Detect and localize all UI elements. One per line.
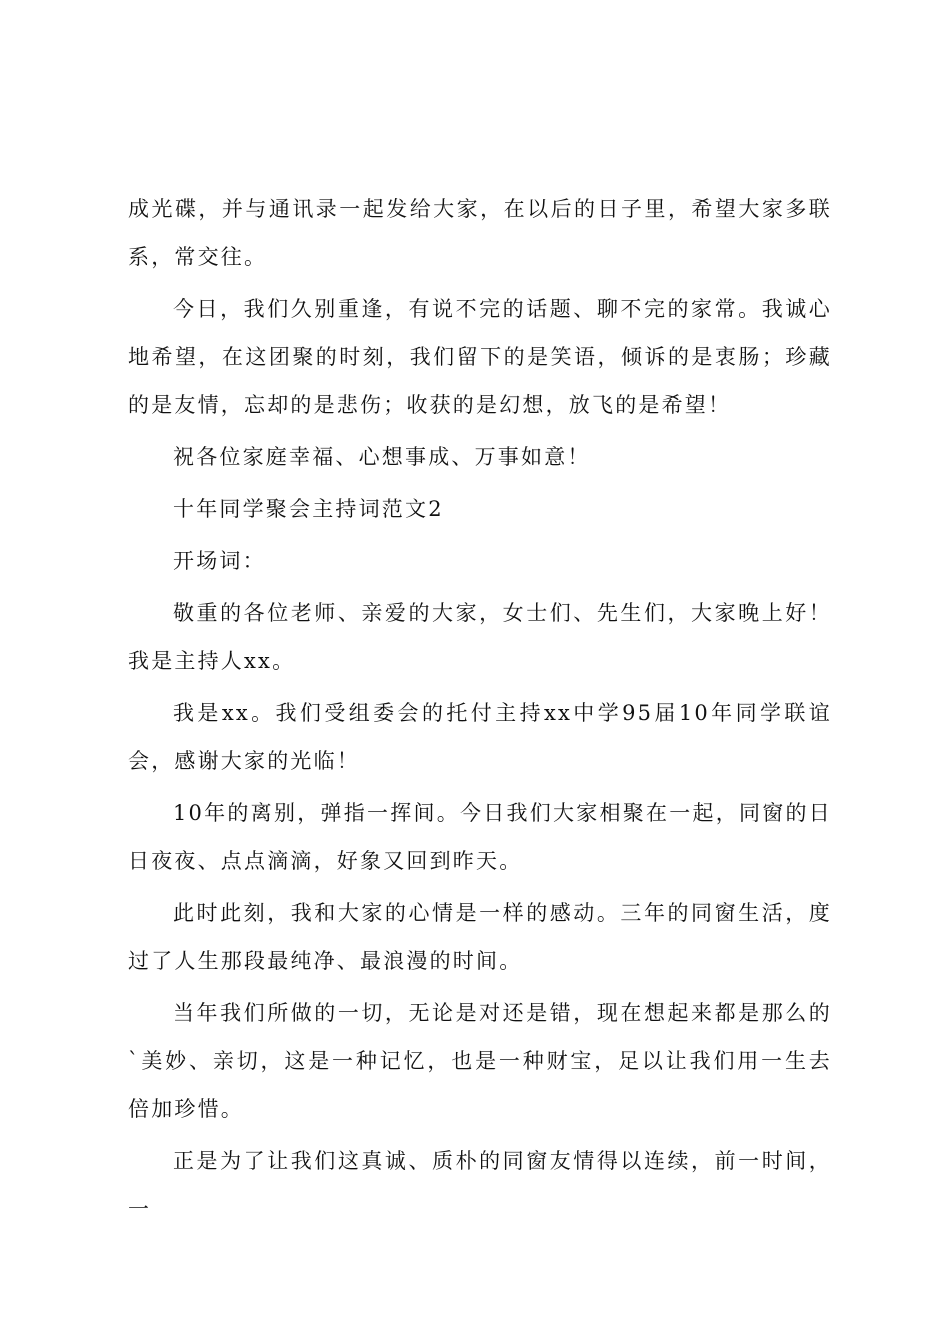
paragraph-friendship: 正是为了让我们这真诚、质朴的同窗友情得以连续，前一时间，一 (128, 1149, 832, 1221)
paragraph-reunion-hopes: 今日，我们久别重逢，有说不完的话题、聊不完的家常。我诚心地希望，在这团聚的时刻，我们留下的是笑语，倾诉的是衷肠；珍藏的是友情，忘却的是悲伤；收获的是幻想，放飞的是希望！ (128, 297, 832, 417)
document-body (128, 185, 832, 1233)
paragraph-ten-years: 10年的离别，弹指一挥间。今日我们大家相聚在一起，同窗的日日夜夜、点点滴滴，好象又回到昨天。 (128, 801, 832, 873)
paragraph-wishes: 祝各位家庭幸福、心想事成、万事如意！ (173, 445, 591, 469)
opening-label: 开场词： (173, 549, 266, 573)
paragraph-memories: 当年我们所做的一切，无论是对还是错，现在想起来都是那么的`美妙、亲切，这是一种记忆，也是一种财宝，足以让我们用一生去倍加珍惜。 (128, 1001, 832, 1121)
paragraph-greeting: 敬重的各位老师、亲爱的大家，女士们、先生们，大家晚上好！ 我是主持人xx。 (128, 601, 832, 673)
paragraph-host-intro: 我是xx。我们受组委会的托付主持xx中学95届10年同学联谊会，感谢大家的光临！ (128, 701, 832, 773)
paragraph-feelings: 此时此刻，我和大家的心情是一样的感动。三年的同窗生活，度过了人生那段最纯净、最浪漫的时间。 (128, 901, 832, 973)
section-heading: 十年同学聚会主持词范文2 (173, 497, 444, 521)
paragraph-continuation: 成光碟，并与通讯录一起发给大家，在以后的日子里，希望大家多联系，常交往。 (128, 197, 832, 269)
